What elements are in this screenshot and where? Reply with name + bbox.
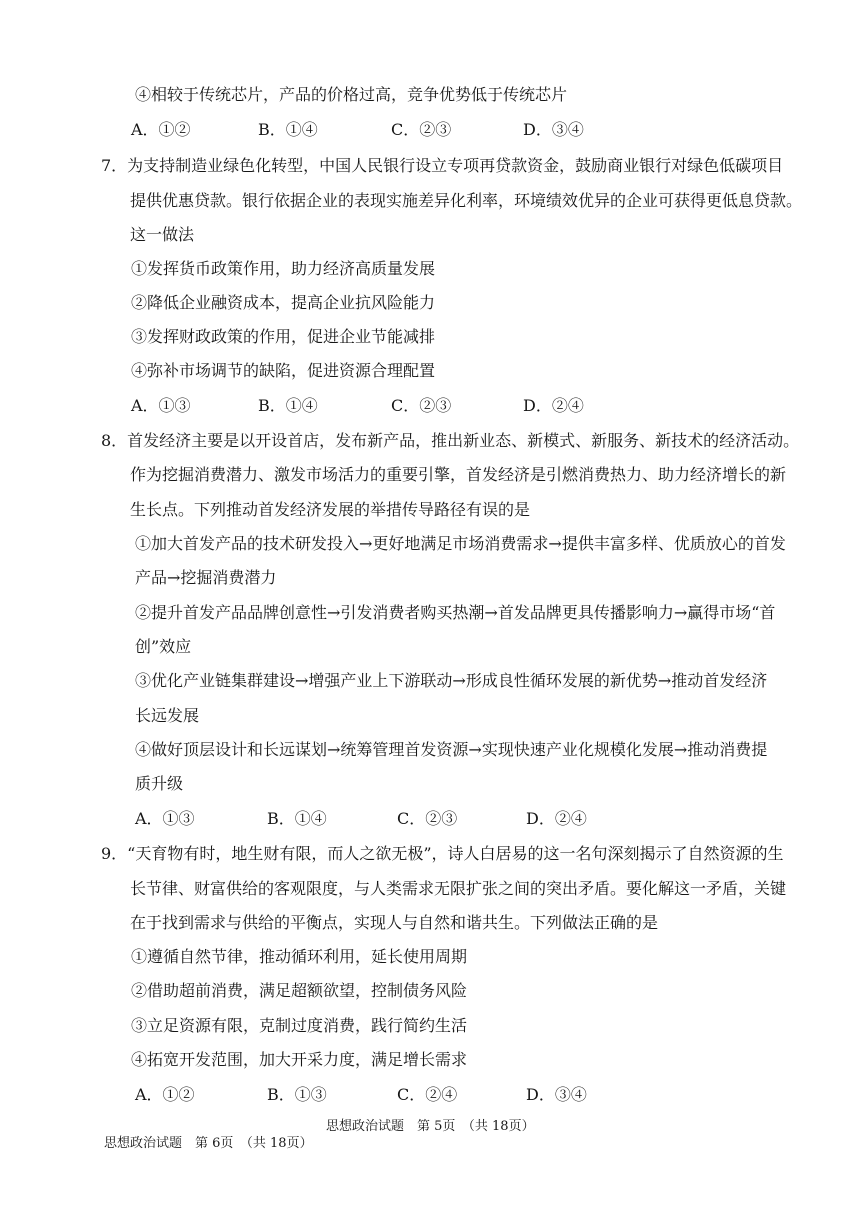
q8-option-c: C．②③ — [397, 809, 458, 828]
q9-option-d: D．③④ — [526, 1085, 587, 1104]
q8-choice-1-line-1: ①加大首发产品的技术研发投入→更好地满足市场消费需求→提供丰富多样、优质放心的首发 — [135, 534, 786, 553]
page-footer-left: 思想政治试题 第 6页 （共 18页） — [104, 1136, 313, 1151]
q7-choice-3: ③发挥财政政策的作用，促进企业节能减排 — [131, 327, 436, 346]
q8-choice-3-line-1: ③优化产业链集群建设→增强产业上下游联动→形成良性循环发展的新优势→推动首发经济 — [135, 671, 768, 690]
q6-option-b: B．①④ — [258, 120, 318, 139]
q7-option-c: C．②③ — [391, 396, 452, 415]
q8-choice-4-line-2: 质升级 — [135, 774, 184, 793]
q6-choice-4: ④相较于传统芯片，产品的价格过高，竞争优势低于传统芯片 — [135, 85, 568, 104]
q9-option-c: C．②④ — [397, 1085, 458, 1104]
q7-option-d: D．②④ — [523, 396, 584, 415]
q8-option-a: A．①③ — [135, 809, 195, 828]
q8-choice-1-line-2: 产品→挖掘消费潜力 — [135, 568, 277, 587]
q8-stem-line-3: 生长点。下列推动首发经济发展的举措传导路径有误的是 — [130, 500, 531, 519]
page-footer-center: 思想政治试题 第 5页 （共 18页） — [326, 1119, 535, 1134]
q8-choice-3-line-2: 长远发展 — [135, 706, 200, 725]
q8-choice-2-line-2: 创”效应 — [135, 637, 192, 656]
q9-choice-2: ②借助超前消费，满足超额欲望，控制债务风险 — [131, 981, 468, 1000]
q8-option-b: B．①④ — [267, 809, 327, 828]
q9-option-a: A．①② — [135, 1085, 195, 1104]
q7-stem-line-2: 提供优惠贷款。银行依据企业的表现实施差异化利率，环境绩效优异的企业可获得更低息贷款。 — [130, 191, 803, 210]
q7-stem-line-1: 7．为支持制造业绿色化转型，中国人民银行设立专项再贷款资金，鼓励商业银行对绿色低碳项目 — [101, 156, 784, 175]
q6-option-d: D．③④ — [523, 120, 584, 139]
q7-choice-4: ④弥补市场调节的缺陷，促进资源合理配置 — [131, 361, 436, 380]
q9-choice-1: ①遵循自然节律，推动循环利用，延长使用周期 — [131, 947, 468, 966]
q9-choice-4: ④拓宽开发范围，加大开采力度，满足增长需求 — [131, 1050, 468, 1069]
q9-stem-line-3: 在于找到需求与供给的平衡点，实现人与自然和谐共生。下列做法正确的是 — [130, 913, 659, 932]
q7-option-b: B．①④ — [258, 396, 318, 415]
q7-choice-1: ①发挥货币政策作用，助力经济高质量发展 — [131, 259, 436, 278]
q9-choice-3: ③立足资源有限，克制过度消费，践行简约生活 — [131, 1016, 468, 1035]
q9-stem-line-1: 9．“天育物有时，地生财有限，而人之欲无极”，诗人白居易的这一名句深刻揭示了自然资源的生 — [101, 844, 784, 863]
q7-choice-2: ②降低企业融资成本，提高企业抗风险能力 — [131, 293, 436, 312]
q7-stem-line-3: 这一做法 — [130, 225, 195, 244]
q9-stem-line-2: 长节律、财富供给的客观限度，与人类需求无限扩张之间的突出矛盾。要化解这一矛盾，关键 — [130, 879, 787, 898]
q8-choice-4-line-1: ④做好顶层设计和长远谋划→统筹管理首发资源→实现快速产业化规模化发展→推动消费提 — [135, 740, 768, 759]
q8-stem-line-2: 作为挖掘消费潜力、激发市场活力的重要引擎，首发经济是引燃消费热力、助力经济增长的新 — [130, 465, 787, 484]
q8-stem-line-1: 8．首发经济主要是以开设首店，发布新产品，推出新业态、新模式、新服务、新技术的经济活动。 — [101, 431, 800, 450]
q7-option-a: A．①③ — [131, 396, 191, 415]
q9-option-b: B．①③ — [267, 1085, 327, 1104]
q8-option-d: D．②④ — [526, 809, 587, 828]
q8-choice-2-line-1: ②提升首发产品品牌创意性→引发消费者购买热潮→首发品牌更具传播影响力→赢得市场“首 — [135, 603, 776, 622]
q6-option-a: A．①② — [131, 120, 191, 139]
q6-option-c: C．②③ — [391, 120, 452, 139]
